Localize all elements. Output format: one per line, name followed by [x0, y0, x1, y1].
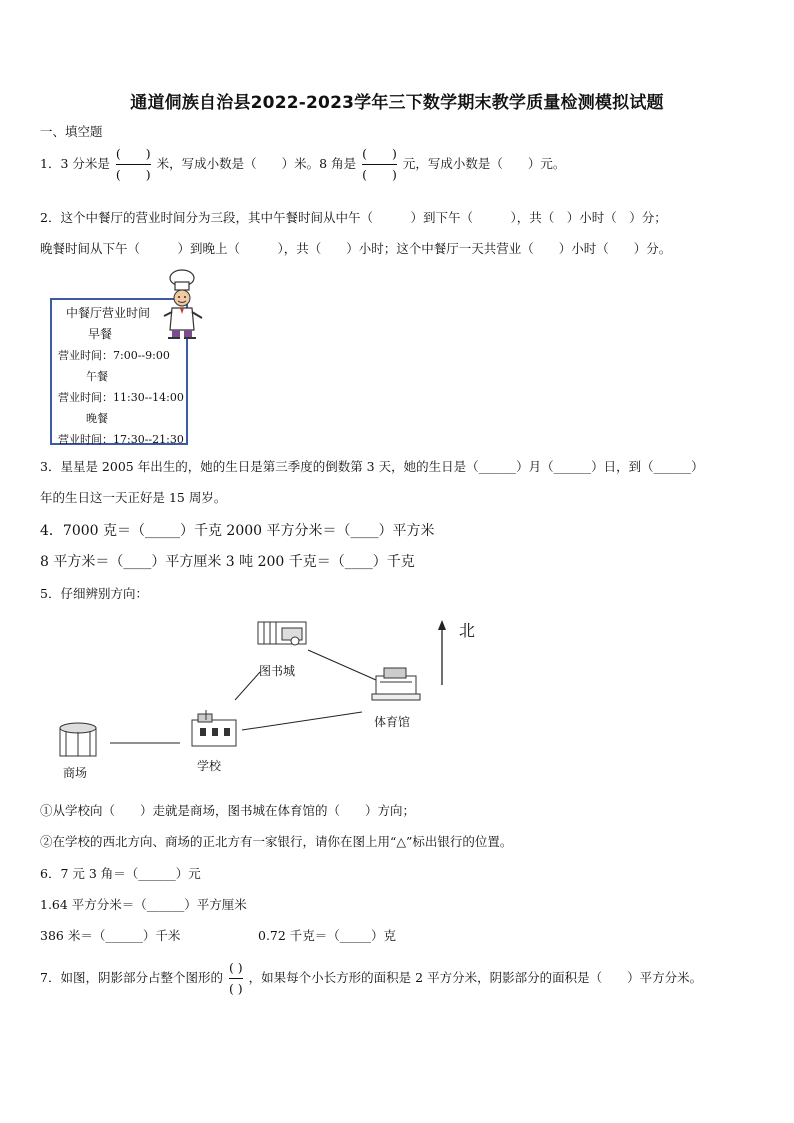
question-6-line-1: 6．7 元 3 角＝（______）元 — [40, 866, 201, 881]
question-6-line-2: 1.64 平方分米＝（______）平方厘米 — [40, 897, 247, 912]
fraction-blank[interactable]: $\frac{( )}{( )}$ — [362, 146, 397, 182]
breakfast-time: 营业时间：7:00--9:00 — [58, 349, 170, 362]
gym-label: 体育馆 — [374, 715, 411, 729]
q7-text-2: ，如果每个小长方形的面积是 2 平方分米，阴影部分的面积是（ ）平方分米。 — [248, 970, 703, 985]
mall-label: 商场 — [63, 766, 88, 780]
question-3-line-1: 3．星星是 2005 年出生的，她的生日是第三季度的倒数第 3 天，她的生日是（______）月（______）日，到（______） — [40, 459, 704, 474]
school-label: 学校 — [197, 759, 222, 773]
q1-text-1: 1．3 分米是 — [40, 156, 110, 171]
page-title: 通道侗族自治县2022-2023学年三下数学期末教学质量检测模拟试题 — [130, 93, 664, 113]
question-2-line-2: 晚餐时间从下午（ ）到晚上（ ），共（ ）小时；这个中餐厅一天共营业（ ）小时（ ）分。 — [40, 241, 672, 256]
question-7 — [40, 960, 702, 997]
lunch-time: 营业时间：11:30--14:00 — [58, 391, 184, 404]
question-6-line-3b: 0.72 千克＝（_____）克 — [258, 928, 397, 943]
q1-text-2: 米，写成小数是（ ）米。8 角是 — [156, 156, 357, 171]
chef-illustration — [160, 268, 206, 342]
question-5-label: 5．仔细辨别方向： — [40, 586, 148, 601]
question-5-sub-1: ①从学校向（ ）走就是商场，图书城在体育馆的（ ）方向； — [40, 803, 416, 818]
lunch-label: 午餐 — [86, 370, 108, 383]
schedule-heading: 中餐厅营业时间 — [66, 306, 151, 320]
q1-text-3: 元，写成小数是（ ）元。 — [402, 156, 566, 171]
question-3-line-2: 年的生日这一天正好是 15 周岁。 — [40, 490, 227, 505]
breakfast-label: 早餐 — [88, 327, 113, 341]
north-label: 北 — [459, 621, 476, 640]
fraction-blank[interactable]: $\frac{( )}{( )}$ — [115, 146, 151, 182]
question-2-line-1: 2．这个中餐厅的营业时间分为三段，其中午餐时间从中午（ ）到下午（ ），共（ ）小时（ ）分； — [40, 210, 667, 225]
road-school-library — [235, 672, 260, 700]
section-heading: 一、填空题 — [40, 124, 103, 139]
question-6-line-3a: 386 米＝（______）千米 — [40, 928, 181, 943]
north-arrow-head — [438, 620, 446, 630]
gym-icon — [372, 668, 420, 700]
dinner-time: 营业时间：17:30--21:30 — [58, 433, 184, 446]
dinner-label: 晚餐 — [86, 412, 108, 425]
library-label: 图书城 — [259, 664, 296, 678]
q7-text-1: 7．如图，阴影部分占整个图形的 — [40, 970, 223, 985]
fraction-blank[interactable]: $\frac{( )}{( )}$ — [228, 960, 243, 996]
school-icon — [192, 710, 236, 746]
question-4-line-1: 4．7000 克＝（_____）千克 2000 平方分米＝（____）平方米 — [40, 523, 435, 539]
direction-map — [40, 610, 500, 785]
road-school-gym — [242, 712, 362, 730]
question-5-sub-2: ②在学校的西北方向、商场的正北方有一家银行，请你在图上用“△”标出银行的位置。 — [40, 834, 513, 849]
question-4-line-2: 8 平方米＝（____）平方厘米 3 吨 200 千克＝（____）千克 — [40, 554, 415, 570]
road-library-gym — [308, 650, 376, 680]
library-icon — [258, 622, 306, 645]
mall-icon — [60, 723, 96, 756]
question-1 — [40, 146, 565, 183]
